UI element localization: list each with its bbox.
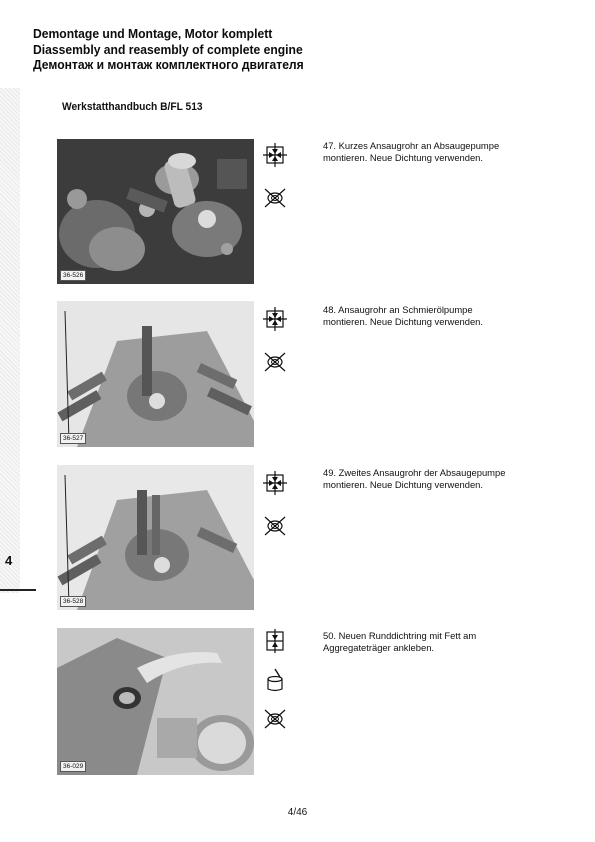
title-english: Diassembly and reasembly of complete engine bbox=[33, 41, 303, 57]
step-photo-49 bbox=[57, 465, 254, 610]
step-icons-48 bbox=[263, 307, 289, 393]
step-photo-47 bbox=[57, 139, 254, 284]
step-photo-48 bbox=[57, 301, 254, 447]
step-text-47: 47. Kurzes Ansaugrohr an Absaugepumpe montieren. Neue Dichtung verwenden. bbox=[323, 140, 500, 163]
title-russian: Демонтаж и монтаж комплектного двигателя bbox=[33, 57, 304, 72]
step-icons-49 bbox=[263, 471, 289, 557]
step-icons-47 bbox=[263, 143, 289, 229]
chapter-divider bbox=[0, 589, 36, 591]
crossed-seal-icon bbox=[263, 350, 287, 374]
crossed-seal-icon bbox=[263, 514, 287, 538]
install-arrows-icon bbox=[263, 471, 287, 495]
step-text-50: 50. Neuen Runddichtring mit Fett am Aggregateträger ankleben. bbox=[323, 630, 477, 653]
figure-label: 36-528 bbox=[60, 596, 86, 607]
page-header bbox=[33, 26, 553, 73]
figure-label: 36-029 bbox=[60, 761, 86, 772]
grease-can-icon bbox=[263, 668, 287, 692]
install-arrows-icon bbox=[263, 307, 287, 331]
step-text-49: 49. Zweites Ansaugrohr der Absaugepumpe montieren. Neue Dichtung verwenden. bbox=[323, 467, 506, 490]
title-german: Demontage und Montage, Motor komplett bbox=[33, 26, 273, 41]
figure-label: 36-526 bbox=[60, 270, 86, 281]
press-arrows-icon bbox=[263, 629, 287, 653]
margin-texture bbox=[0, 88, 20, 593]
figure-label: 36-527 bbox=[60, 433, 86, 444]
manual-subtitle: Werkstatthandbuch B/FL 513 bbox=[62, 101, 203, 113]
step-icons-50 bbox=[263, 629, 289, 750]
crossed-seal-icon bbox=[263, 707, 287, 731]
install-arrows-icon bbox=[263, 143, 287, 167]
page-number: 4/46 bbox=[287, 807, 308, 818]
step-text-48: 48. Ansaugrohr an Schmierölpumpe montieren. Neue Dichtung verwenden. bbox=[323, 304, 483, 327]
step-photo-50 bbox=[57, 628, 254, 775]
chapter-number: 4 bbox=[5, 553, 13, 568]
crossed-seal-icon bbox=[263, 186, 287, 210]
